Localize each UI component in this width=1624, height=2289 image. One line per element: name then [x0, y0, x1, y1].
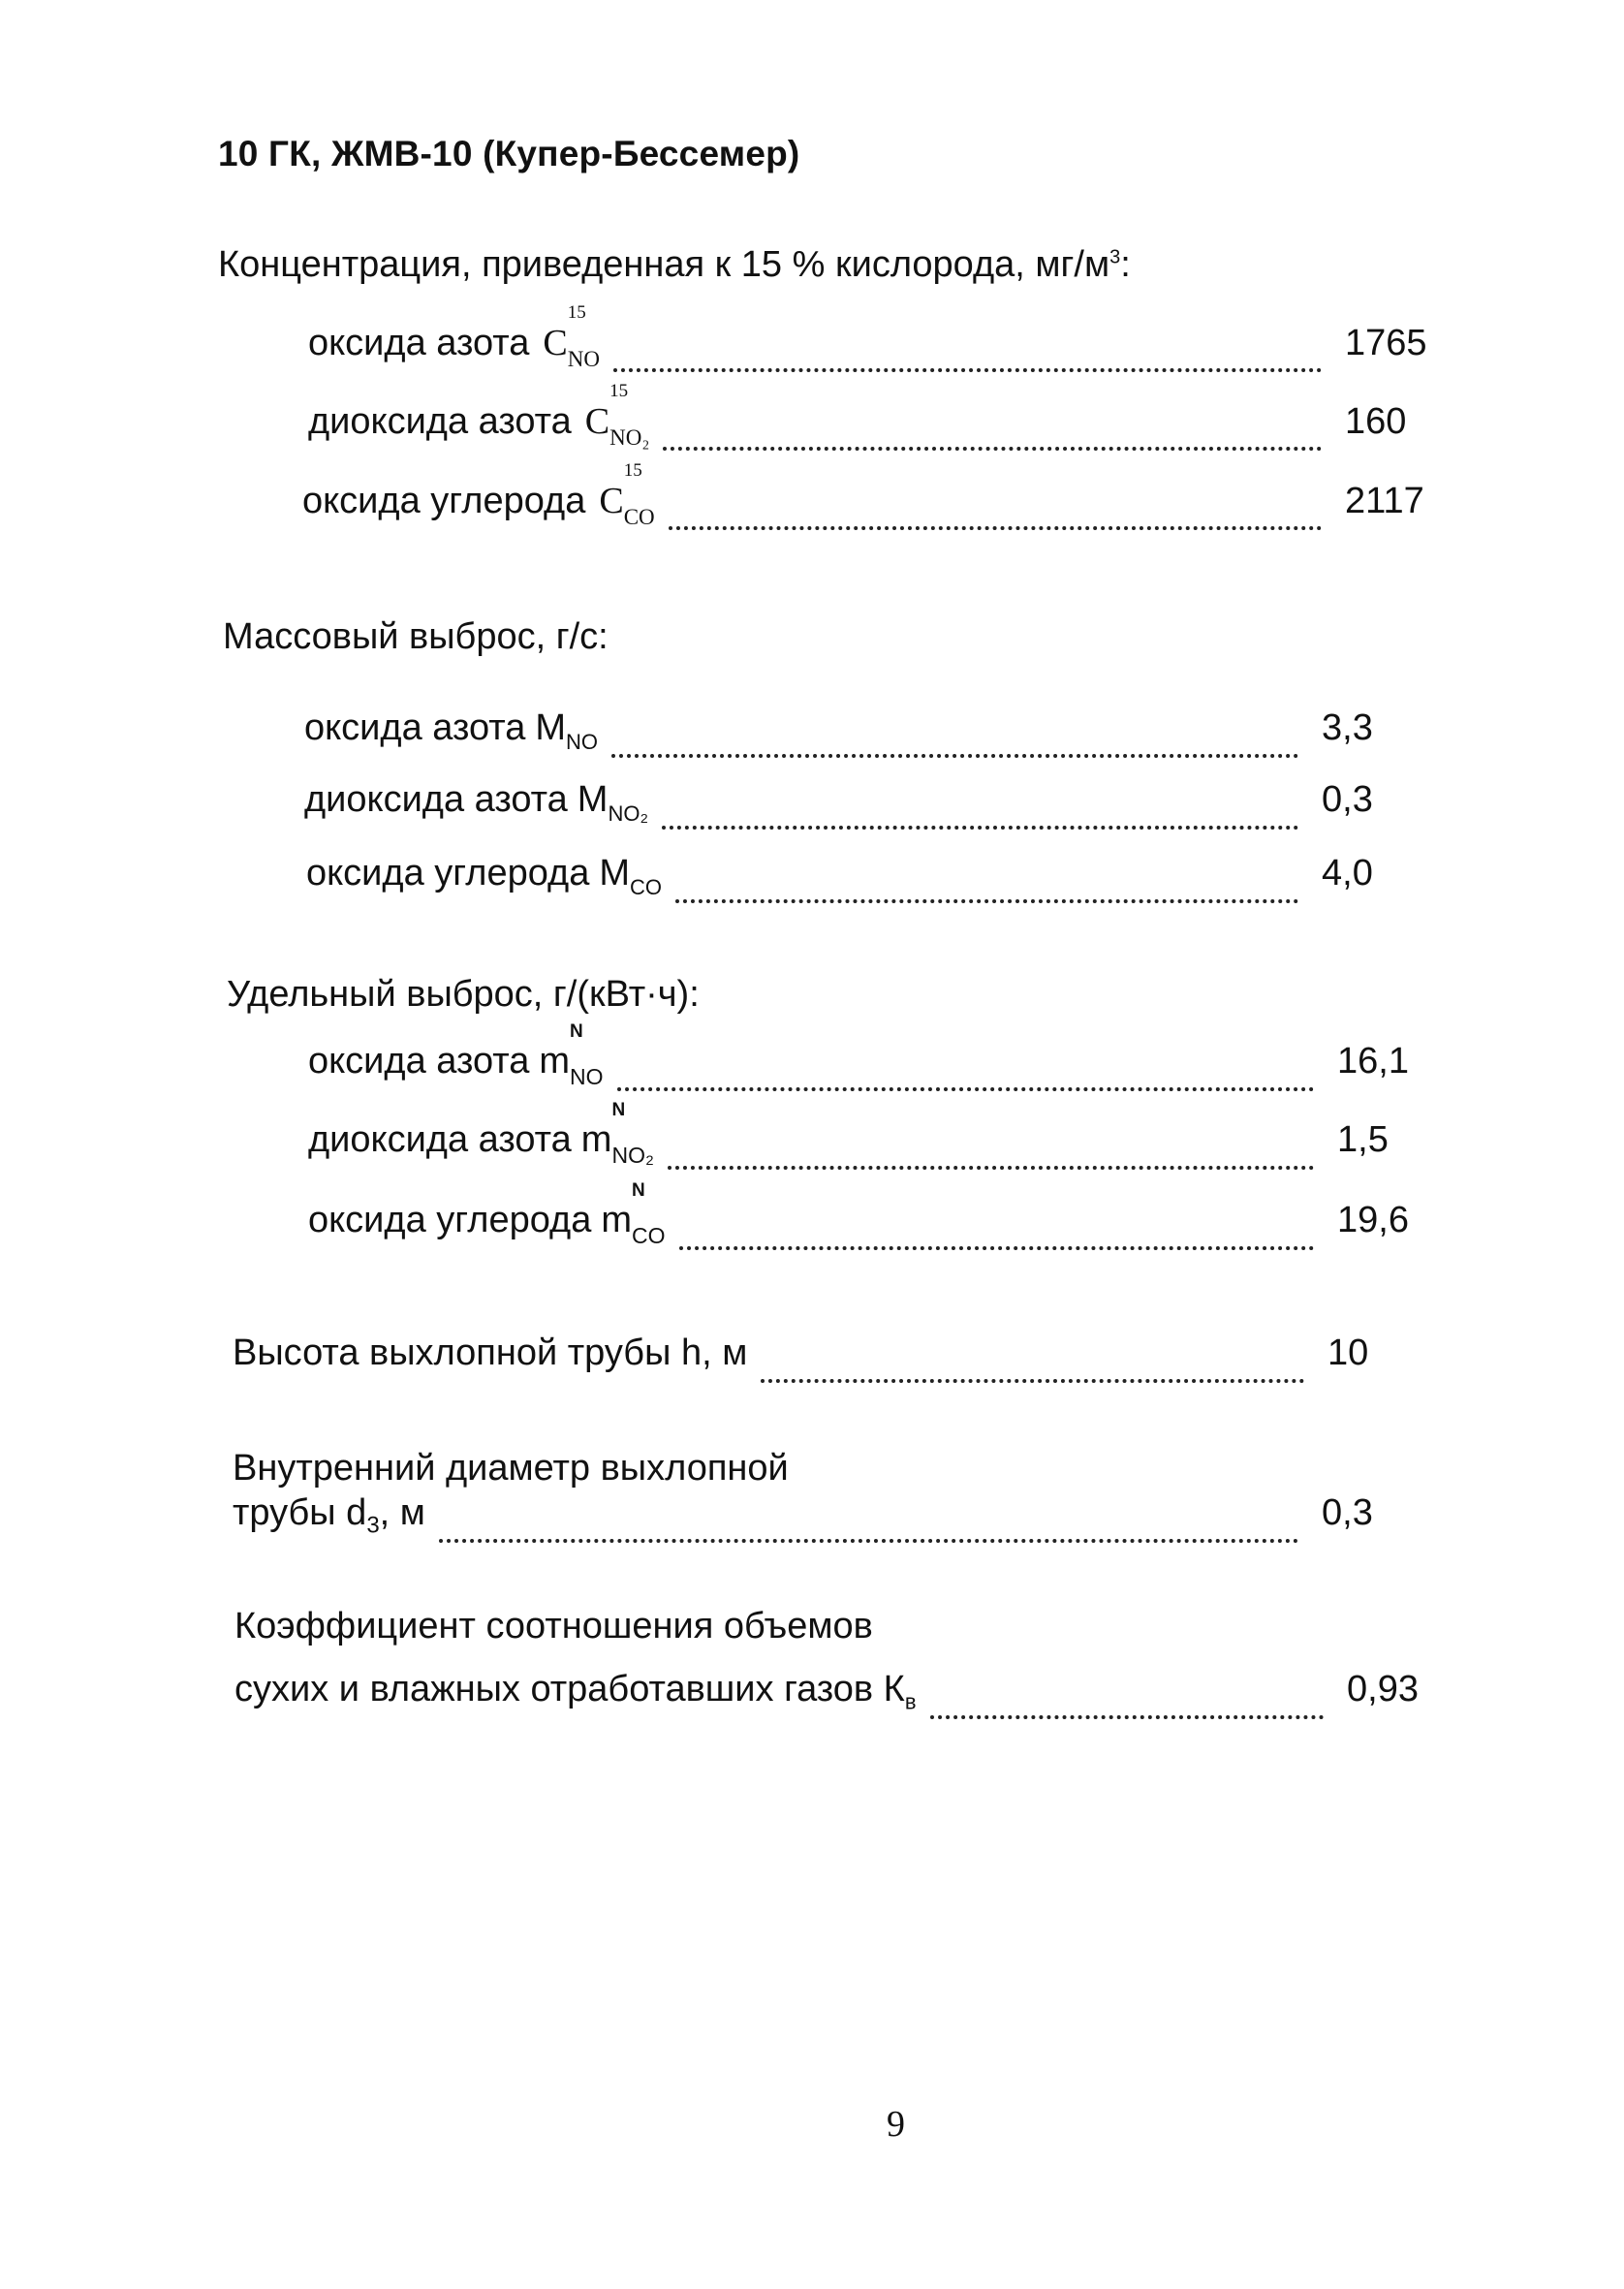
coefficient-sub: в — [904, 1689, 917, 1714]
page-number: 9 — [887, 2104, 905, 2145]
row-value: 4,0 — [1322, 853, 1373, 894]
mass-heading: Массовый выброс, г/с: — [223, 616, 609, 657]
symbol-sub: NO — [567, 347, 600, 371]
row-value: 160 — [1345, 401, 1407, 442]
specific-heading: Удельный выброс, г/(кВт·ч): — [227, 974, 700, 1015]
symbol — [543, 302, 600, 371]
leader-dots — [761, 1378, 1304, 1383]
concentration-heading-end: : — [1120, 244, 1131, 285]
symbol-sub: NO — [570, 1064, 604, 1089]
coefficient-label: сухих и влажных отработавших газов К — [234, 1669, 905, 1709]
row-value: 1765 — [1345, 323, 1427, 363]
symbol-base: C — [543, 323, 568, 363]
symbol-sup: 15 — [609, 381, 629, 401]
specific-row-no2 — [308, 1100, 1434, 1177]
leader-dots — [611, 753, 1298, 758]
symbol-indices — [570, 1021, 604, 1089]
symbol — [584, 381, 650, 450]
leader-dots — [439, 1538, 1298, 1543]
symbol-sup: 15 — [567, 302, 586, 323]
symbol-sub: CO — [623, 505, 655, 529]
symbol-sup: N — [632, 1180, 645, 1201]
leader-dots — [613, 367, 1322, 372]
symbol-sup: N — [611, 1100, 626, 1120]
symbol-sub: NO — [566, 730, 599, 754]
symbol-base: C — [584, 401, 610, 442]
diameter-label-end: , м — [379, 1492, 425, 1533]
symbol-sub: NO₂ — [609, 425, 650, 450]
diameter-label: трубы d — [233, 1492, 367, 1533]
mass-row-no — [304, 707, 1419, 766]
leader-dots — [679, 1245, 1314, 1250]
row-value: 19,6 — [1337, 1200, 1409, 1240]
symbol-base: M — [577, 779, 609, 820]
diameter-line1: Внутренний диаметр выхлопной — [233, 1448, 789, 1489]
row-label — [233, 1492, 425, 1540]
row-label: диоксида азота — [308, 1119, 572, 1160]
mass-row-no2 — [304, 779, 1419, 837]
page-title: 10 ГК, ЖМВ-10 (Купер-Бессемер) — [218, 134, 800, 173]
row-label: Высота выхлопной трубы h, м — [233, 1333, 748, 1373]
symbol-base: M — [599, 853, 631, 894]
row-label — [234, 1669, 917, 1715]
leader-dots — [930, 1714, 1325, 1719]
symbol-base: m — [601, 1200, 633, 1240]
row-value: 0,3 — [1322, 1492, 1373, 1533]
leader-dots — [663, 446, 1322, 451]
symbol-indices — [632, 1180, 666, 1248]
leader-dots — [669, 525, 1322, 530]
symbol-indices — [611, 1100, 654, 1168]
symbol — [599, 460, 655, 529]
pipe-height-row — [233, 1333, 1424, 1391]
row-label: оксида азота — [308, 1041, 530, 1082]
symbol-sub: CO — [630, 875, 663, 899]
concentration-row-no2 — [308, 381, 1442, 458]
row-label: оксида азота — [308, 323, 530, 363]
coefficient-row — [234, 1669, 1444, 1727]
diameter-row — [233, 1492, 1419, 1551]
symbol — [601, 1180, 666, 1248]
symbol-sub: NO₂ — [611, 1143, 654, 1168]
symbol-indices — [623, 460, 655, 529]
mass-row-co — [306, 853, 1419, 911]
row-label: оксида азота — [304, 707, 526, 748]
symbol-indices — [609, 381, 650, 450]
row-label: оксида углерода — [308, 1200, 592, 1240]
coefficient-line1: Коэффициент соотношения объемов — [234, 1606, 873, 1646]
symbol-sub: NO₂ — [608, 801, 648, 826]
leader-dots — [617, 1086, 1314, 1091]
symbol — [578, 779, 648, 827]
row-label: диоксида азота — [308, 401, 572, 442]
leader-dots — [662, 825, 1298, 830]
concentration-heading — [218, 244, 1131, 286]
row-label: оксида углерода — [306, 853, 590, 894]
symbol — [580, 1100, 654, 1168]
row-value: 16,1 — [1337, 1041, 1409, 1082]
symbol-sup: 15 — [623, 460, 642, 481]
row-value: 0,93 — [1347, 1669, 1419, 1709]
row-value: 3,3 — [1322, 707, 1373, 748]
symbol — [539, 1021, 604, 1089]
row-value: 1,5 — [1337, 1119, 1389, 1160]
symbol-base: m — [580, 1119, 612, 1160]
symbol-sub: CO — [632, 1223, 666, 1248]
row-label: оксида углерода — [302, 481, 586, 521]
symbol — [535, 707, 598, 755]
concentration-heading-text: Концентрация, приведенная к 15 % кислорода, мг/м — [218, 244, 1110, 285]
diameter-sub: 3 — [366, 1512, 380, 1539]
row-label: диоксида азота — [304, 779, 568, 820]
concentration-row-co — [302, 460, 1442, 538]
specific-row-no — [308, 1021, 1434, 1099]
symbol-base: C — [599, 481, 624, 521]
concentration-row-no — [308, 302, 1442, 380]
symbol-indices — [567, 302, 600, 371]
leader-dots — [675, 898, 1298, 903]
specific-row-co — [308, 1180, 1434, 1258]
symbol-base: m — [539, 1041, 571, 1082]
leader-dots — [668, 1165, 1314, 1170]
symbol-base: M — [535, 707, 567, 748]
symbol-sup: N — [570, 1021, 583, 1042]
row-value: 0,3 — [1322, 779, 1373, 820]
concentration-heading-sup: 3 — [1109, 246, 1121, 268]
symbol — [599, 853, 662, 900]
row-value: 2117 — [1345, 481, 1424, 521]
row-value: 10 — [1327, 1333, 1369, 1373]
